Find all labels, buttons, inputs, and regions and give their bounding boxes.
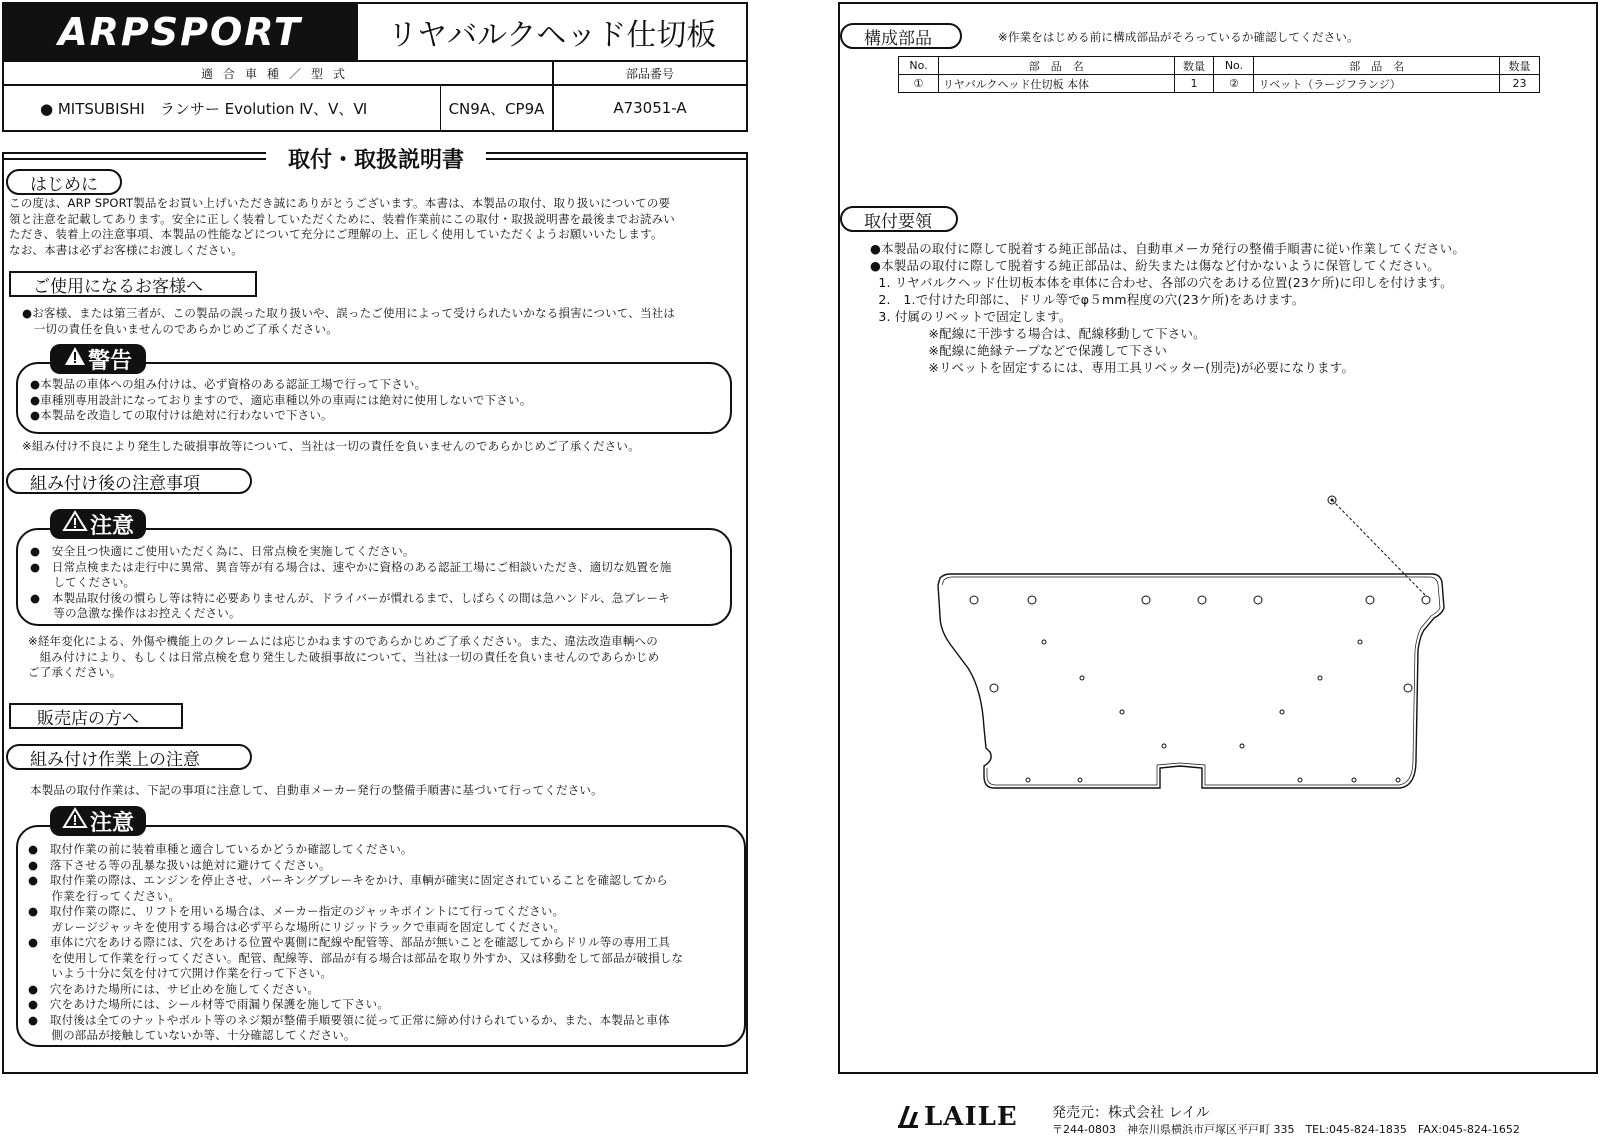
install-line: 2. 1.で付けた印部に、ドリル等でφ５mm程度の穴(23ケ所)をあけます。	[870, 292, 1305, 307]
parts-heading: 構成部品	[840, 23, 962, 49]
row-qty: 23	[1500, 75, 1540, 93]
caution-triangle-icon	[62, 510, 88, 538]
brand-logo-text: ARPSPORT	[58, 10, 302, 54]
rivet-callout	[1328, 496, 1426, 596]
col-no: No.	[1214, 57, 1254, 75]
model-code: CN9A、CP9A	[440, 86, 552, 130]
work-caution-label	[50, 806, 146, 836]
warning-label	[50, 344, 146, 374]
parts-table-header	[899, 57, 1540, 75]
laile-logo-text: LAILE	[924, 1102, 1018, 1132]
install-text	[870, 240, 1465, 376]
work-intro: 本製品の取付作業は、下記の事項に注意して、自動車メーカー発行の整備手順書に基づいて行ってください。	[30, 783, 603, 797]
after-caution-label	[50, 509, 146, 539]
work-line: ● 取付作業の前に装着車種と適合しているかどうか確認してください。	[28, 842, 413, 856]
product-title: リヤバルクヘッド仕切板	[356, 4, 746, 60]
install-line: ●本製品の取付に際して脱着する純正部品は、紛失または傷など付かないように保管してください。	[870, 258, 1440, 273]
customer-text	[22, 306, 675, 337]
laile-logo	[896, 1102, 1018, 1132]
caution-triangle-icon	[62, 807, 88, 835]
col-name: 部 品 名	[1254, 57, 1500, 75]
after-note-line: ご了承ください。	[28, 665, 122, 679]
col-name: 部 品 名	[938, 57, 1174, 75]
intro-heading: はじめに	[6, 169, 122, 195]
brand-logo	[4, 4, 356, 60]
after-caution-label-text: 注意	[89, 513, 134, 539]
publisher: 発売元：株式会社 レイル	[1052, 1105, 1210, 1121]
work-line: 側の部品が接触していないか等、十分確認してください。	[28, 1028, 356, 1042]
vehicle-column-header: 適合車種／型式	[200, 66, 355, 81]
install-line: ※リベットを固定するには、専用工具リベッター(別売)が必要になります。	[870, 360, 1355, 375]
warning-line: ●車種別専用設計になっておりますので、適応車種以外の車両には絶対に使用しないで下さい。	[30, 392, 532, 407]
panel-inner-outline	[942, 577, 1440, 785]
warning-note: ※組み付け不良により発生した破損事故等について、当社は一切の責任を負いませんのであらかじめご了承ください。	[22, 439, 640, 453]
table-row	[899, 75, 1540, 93]
warning-text	[30, 377, 531, 424]
row-name: リベット（ラージフランジ）	[1254, 75, 1500, 93]
customer-line: ●お客様、または第三者が、この製品の誤った取り扱いや、誤ったご使用によって受けられたいかなる損害について、当社は	[22, 306, 676, 320]
address: 〒244-0803 神奈川県横浜市戸塚区平戸町 335 TEL:045-824-1835 FAX:045-824-1652	[1052, 1123, 1520, 1136]
warning-triangle-icon	[64, 346, 86, 372]
panel-outline	[938, 574, 1444, 788]
row-no: ①	[899, 75, 939, 93]
row-qty: 1	[1174, 75, 1214, 93]
after-line: ● 日常点検または走行中に異常、異音等が有る場合は、速やかに資格のある認証工場にご相談いただき、適切な処置を施	[30, 559, 672, 574]
vehicle-name: ● MITSUBISHI ランサー Evolution Ⅳ、Ⅴ、Ⅵ	[40, 99, 368, 118]
install-line: ●本製品の取付に際して脱着する純正部品は、自動車メーカ発行の整備手順書に従い作業してください。	[870, 241, 1466, 256]
intro-line: ただき、装着上の注意事項、本製品の性能などについて充分にご理解の上、正しく使用していただくようお願いいたします。	[9, 227, 663, 241]
row-name: リヤバルクヘッド仕切板 本体	[938, 75, 1174, 93]
after-line: ● 本製品取付後の慣らし等は特に必要ありませんが、ドライバーが慣れるまで、しばらくの間は急ハンドル、急ブレーキ	[30, 590, 670, 605]
customer-line: 一切の責任を負いませんのであらかじめご了承ください。	[22, 321, 338, 336]
after-line: ● 安全且つ快適にご使用いただく為に、日常点検を実施してください。	[30, 544, 415, 558]
work-line: を使用して作業を行ってください。配管、配線等、部品が有る場合は部品を取り外すか、又は移動をして部品が破損しな	[28, 950, 684, 965]
work-line: ● 取付作業の際に、リフトを用いる場合は、メーカー指定のジャッキポイントにて行ってください。	[28, 904, 565, 918]
work-line: ● 穴をあけた場所には、サビ止めを施してください。	[28, 981, 320, 996]
partno-column-header: 部品番号	[552, 62, 746, 84]
intro-text	[9, 196, 675, 258]
part-number: A73051-A	[552, 86, 746, 130]
parts-table	[898, 56, 1540, 93]
install-line: 1. リヤバルクヘッド仕切板本体を車体に合わせ、各部の穴をあける位置(23ケ所)に印しを付けます。	[870, 275, 1453, 290]
row-no: ②	[1214, 75, 1254, 93]
work-line: ● 穴をあけた場所には、シール材等で雨漏り保護を施して下さい。	[28, 997, 390, 1011]
after-note-line: ※経年変化による、外傷や機能上のクレームには応じかねますのであらかじめご了承ください。また、違法改造車輌への	[28, 634, 658, 648]
intro-line: 領と注意を記載してあります。安全に正しく装着していただくために、装着作業前にこの取付・取扱説明書を最後までお読みい	[9, 211, 675, 226]
rivet-holes	[970, 596, 1430, 782]
dealer-heading: 販売店の方へ	[9, 703, 183, 729]
partition-panel-drawing	[920, 490, 1480, 820]
after-heading: 組み付け後の注意事項	[6, 468, 252, 494]
intro-line: なお、本書は必ずお客様にお渡しください。	[9, 242, 243, 257]
customer-heading: ご使用になるお客様へ	[9, 271, 257, 297]
work-heading: 組み付け作業上の注意	[6, 744, 252, 770]
work-line: ● 取付作業の際は、エンジンを停止させ、パーキングブレーキをかけ、車輌が確実に固定されていることを確認してから	[28, 873, 668, 887]
work-line: ● 落下させる等の乱暴な扱いは絶対に避けてください。	[28, 857, 331, 872]
col-qty: 数量	[1174, 57, 1214, 75]
install-line: ※配線に干渉する場合は、配線移動して下さい。	[870, 326, 1206, 341]
warning-line: ●本製品を改造しての取付けは絶対に行わないで下さい。	[30, 408, 333, 422]
parts-note: ※作業をはじめる前に構成部品がそろっているか確認してください。	[998, 30, 1359, 44]
col-no: No.	[899, 57, 939, 75]
work-line: ガレージジャッキを使用する場合は必ず平らな場所にリジッドラックで車両を固定してください。	[28, 919, 566, 934]
warning-line: ●本製品の車体への組み付けは、必ず資格のある認証工場で行って下さい。	[30, 377, 427, 391]
col-qty: 数量	[1500, 57, 1540, 75]
after-line: 等の急激な操作はお控えください。	[30, 606, 241, 620]
work-text	[28, 842, 683, 1044]
after-line: してください。	[30, 575, 136, 589]
work-line: いよう十分に気を付けて穴開け作業を行って下さい。	[28, 966, 333, 980]
intro-line: この度は、ARP SPORT製品をお買い上げいただき誠にありがとうございます。本書は、本製品の取付、取り扱いについての要	[9, 196, 671, 210]
after-note-line: 組み付けにより、もしくは日常点検を怠り発生した破損事故について、当社は一切の責任を負いませんのであらかじめ	[28, 649, 660, 664]
warning-label-text: 警告	[87, 348, 132, 374]
install-line: ※配線に絶縁テープなどで保護して下さい	[870, 343, 1168, 358]
work-line: ● 車体に穴をあける際には、穴をあける位置や裏側に配線や配管等、部品が無いことを確認してからドリル等の専用工具	[28, 935, 671, 949]
after-note	[28, 634, 659, 681]
work-line: 作業を行ってください。	[28, 888, 181, 903]
install-heading: 取付要領	[840, 206, 958, 232]
install-line: 3. 付属のリベットで固定します。	[870, 309, 1072, 324]
after-text	[30, 544, 672, 622]
work-caution-label-text: 注意	[89, 810, 134, 836]
laile-logo-mark-icon	[896, 1106, 920, 1128]
work-line: ● 取付後は全てのナットやボルト等のネジ類が整備手順要領に従って正常に締め付けられているか、また、本製品と車体	[28, 1012, 670, 1027]
manual-title: 取付・取扱説明書	[266, 143, 486, 173]
